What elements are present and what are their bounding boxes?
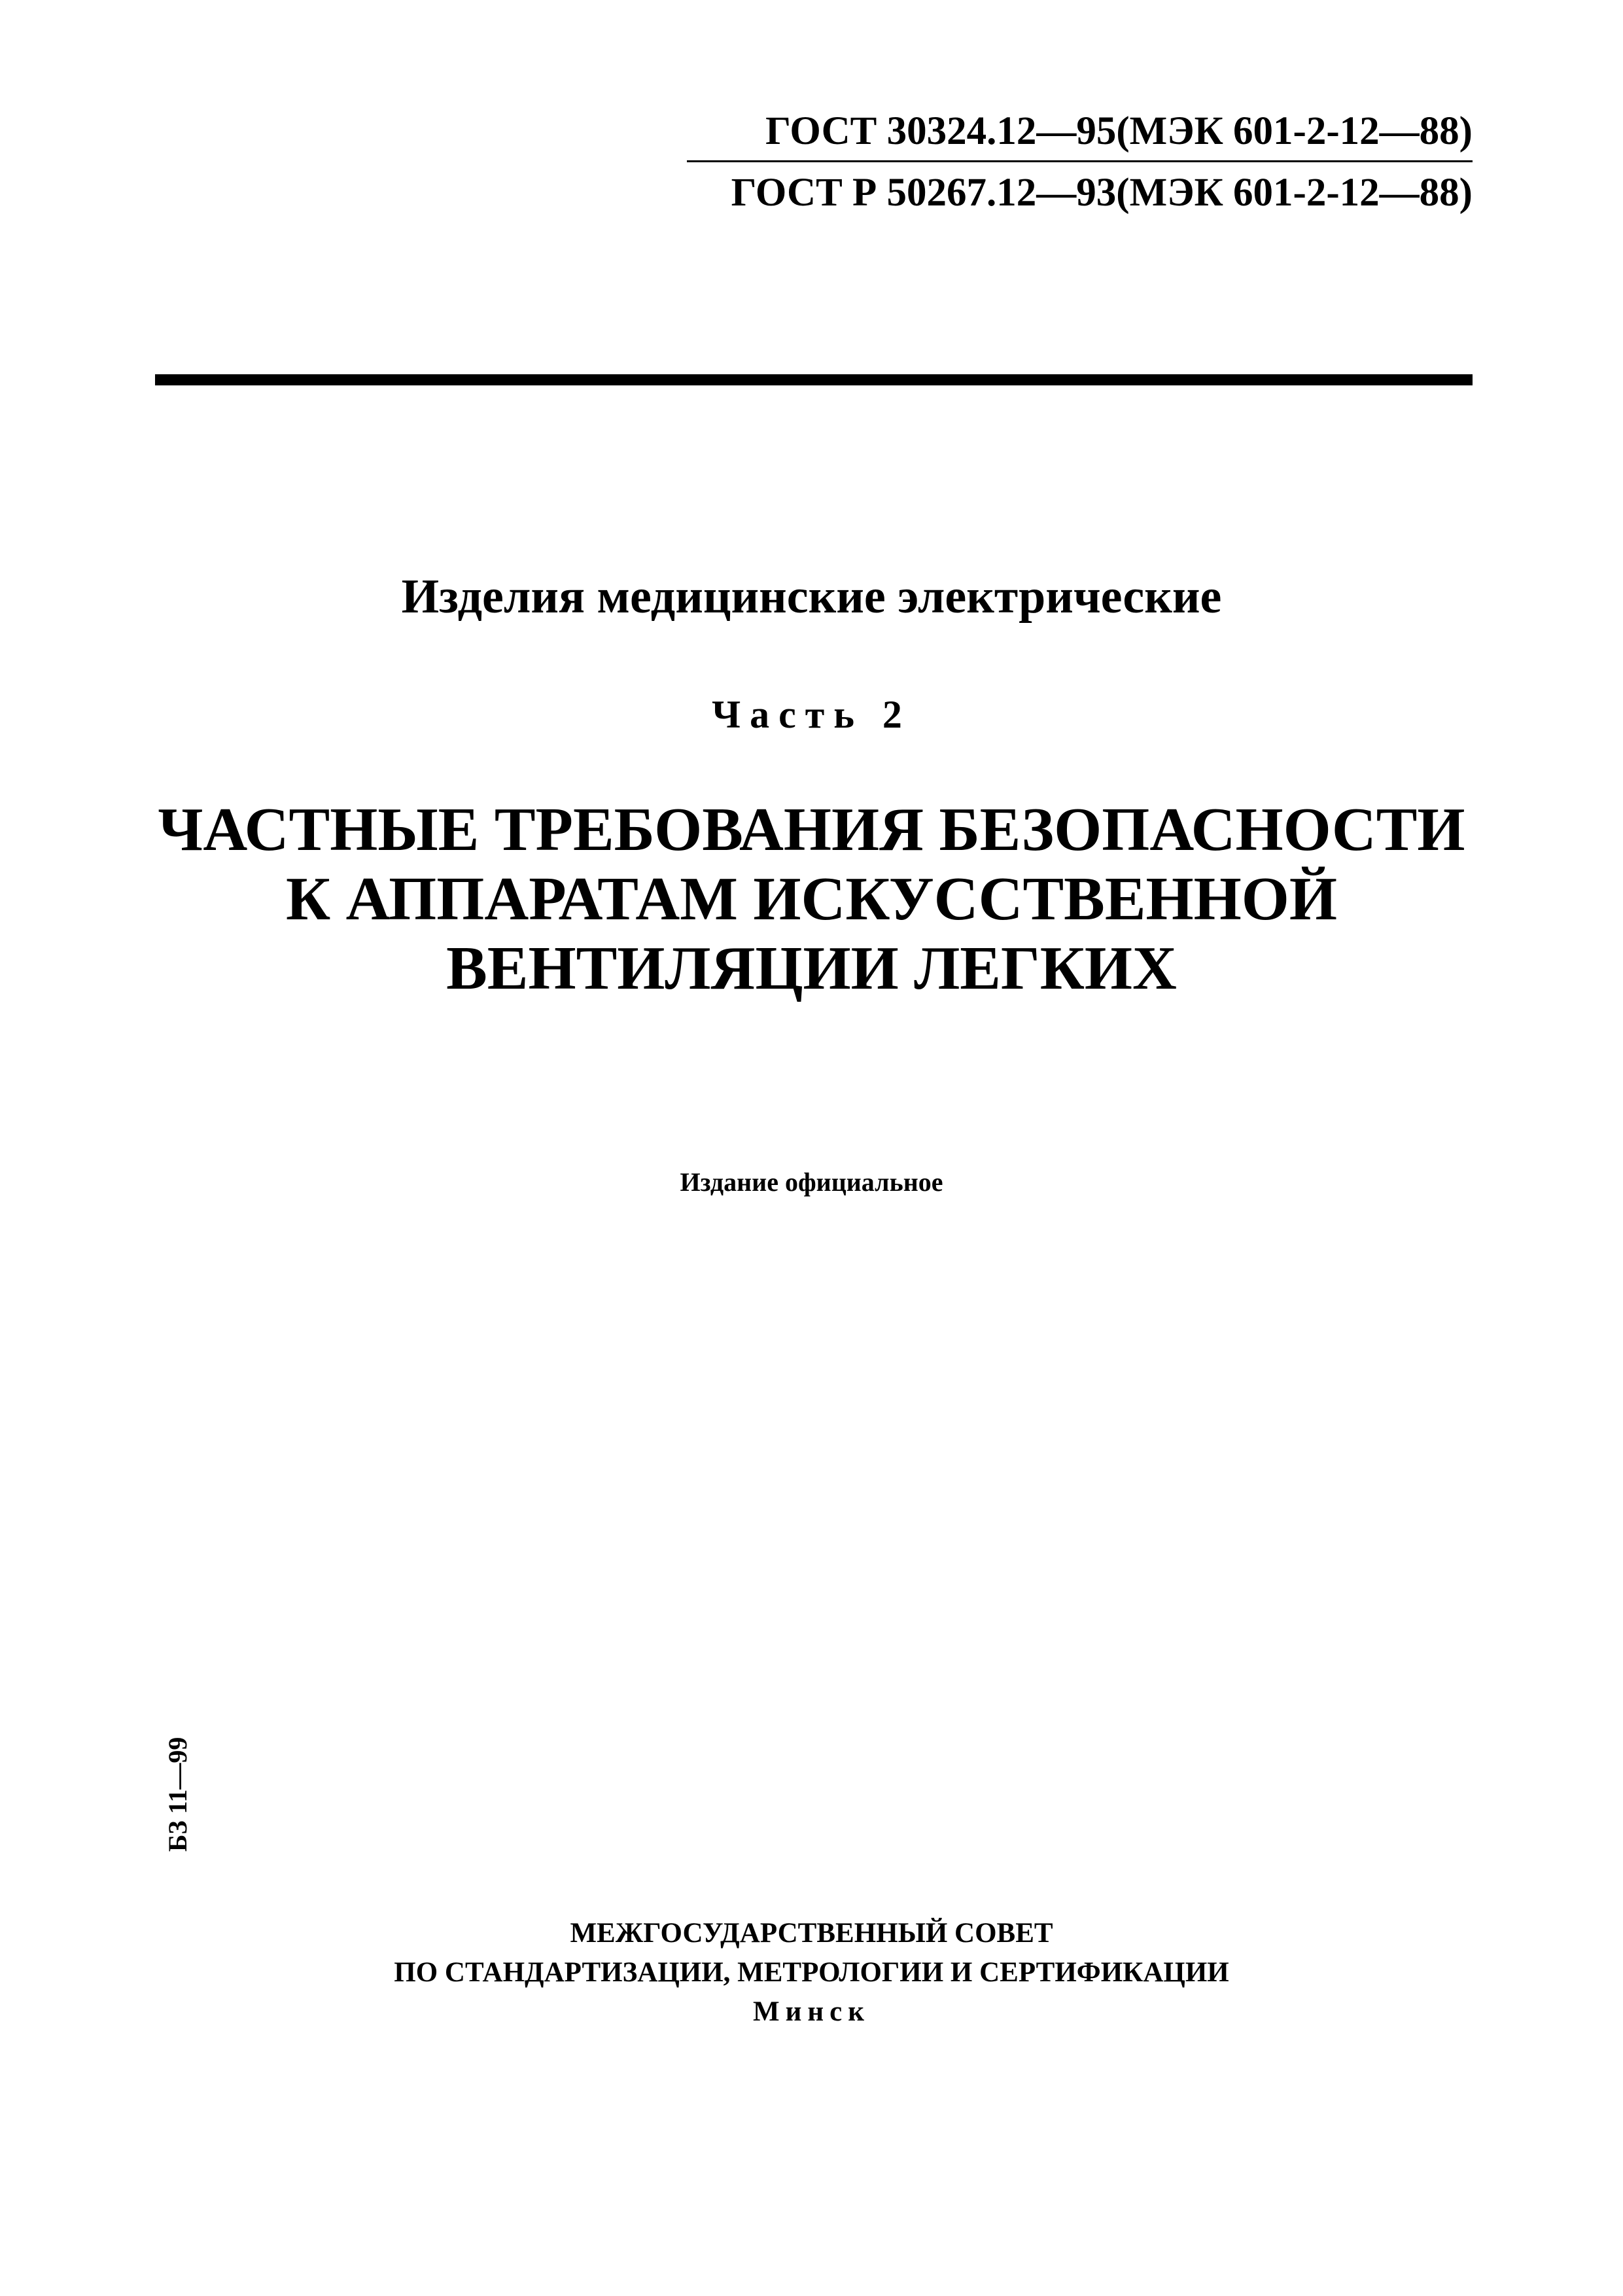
document-subject: Изделия медицинские электрические — [401, 570, 1222, 624]
gost-designations — [687, 111, 1473, 213]
edition-note: Издание официальное — [680, 1167, 943, 1197]
publisher-line: ПО СТАНДАРТИЗАЦИИ, МЕТРОЛОГИИ И СЕРТИФИКАЦИИ — [394, 1957, 1229, 1988]
gost-number-secondary: ГОСТ Р 50267.12—93(МЭК 601-2-12—88) — [731, 171, 1473, 215]
title-line: К АППАРАТАМ ИСКУССТВЕННОЙ — [285, 865, 1338, 933]
header-divider — [155, 374, 1473, 385]
document-title — [0, 795, 1623, 1003]
title-line: ВЕНТИЛЯЦИИ ЛЕГКИХ — [446, 934, 1177, 1002]
gost-number-primary: ГОСТ 30324.12—95(МЭК 601-2-12—88) — [687, 111, 1473, 162]
title-line: ЧАСТНЫЕ ТРЕБОВАНИЯ БЕЗОПАСНОСТИ — [158, 796, 1465, 864]
document-part: Часть 2 — [712, 693, 911, 736]
publisher-city: Минск — [753, 1996, 870, 2027]
publisher-block — [0, 1914, 1623, 2032]
side-code: БЗ 11—99 — [163, 1737, 192, 1852]
publisher-line: МЕЖГОСУДАРСТВЕННЫЙ СОВЕТ — [570, 1918, 1053, 1949]
